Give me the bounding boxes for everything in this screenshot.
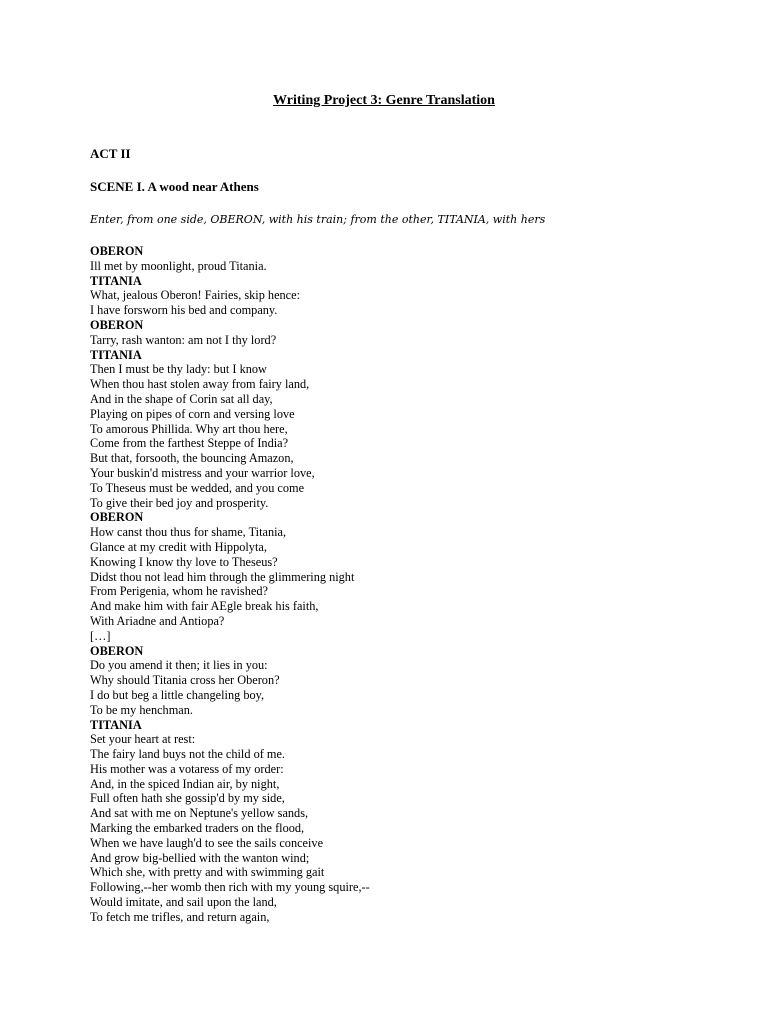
speaker-name: OBERON — [90, 244, 144, 258]
dialogue-line: Then I must be thy lady: but I know — [90, 362, 267, 377]
dialogue-line: But that, forsooth, the bouncing Amazon, — [90, 451, 294, 466]
dialogue-line: Why should Titania cross her Oberon? — [90, 673, 280, 688]
scene-heading: SCENE I. A wood near Athens — [90, 179, 259, 194]
dialogue-line: To Theseus must be wedded, and you come — [90, 480, 305, 495]
dialogue-line: To amorous Phillida. Why art thou here, — [90, 421, 288, 436]
stage-direction: Enter, from one side, OBERON, with his train; from the other, TITANIA, with hers — [90, 213, 546, 226]
script-body — [90, 244, 730, 925]
dialogue-line: What, jealous Oberon! Fairies, skip hence: — [90, 288, 301, 303]
dialogue-line: Ill met by moonlight, proud Titania. — [90, 258, 267, 273]
dialogue-line: Didst thou not lead him through the glimmering night — [90, 569, 355, 584]
document-title: Writing Project 3: Genre Translation — [273, 93, 495, 108]
dialogue-line: Which she, with pretty and with swimming gait — [90, 865, 325, 880]
speaker-name: TITANIA — [90, 347, 142, 362]
dialogue-line: The fairy land buys not the child of me. — [90, 747, 285, 762]
speaker-name: TITANIA — [90, 717, 142, 732]
dialogue-line: When we have laugh'd to see the sails conceive — [90, 835, 324, 850]
dialogue-line: When thou hast stolen away from fairy land, — [90, 377, 310, 392]
speaker-name: OBERON — [90, 317, 144, 332]
dialogue-line: With Ariadne and Antiopa? — [90, 613, 225, 628]
dialogue-line: Set your heart at rest: — [90, 732, 196, 747]
dialogue-line: And sat with me on Neptune's yellow sands, — [90, 806, 309, 821]
dialogue-line: I have forsworn his bed and company. — [90, 303, 278, 318]
dialogue-line: And, in the spiced Indian air, by night, — [90, 776, 280, 791]
dialogue-line: And grow big-bellied with the wanton wind; — [90, 850, 310, 865]
dialogue-line: To give their bed joy and prosperity. — [90, 495, 269, 510]
dialogue-line: Your buskin'd mistress and your warrior love, — [90, 465, 315, 480]
dialogue-line: His mother was a votaress of my order: — [90, 761, 284, 776]
dialogue-line: Marking the embarked traders on the flood, — [90, 821, 305, 836]
dialogue-line: To fetch me trifles, and return again, — [90, 909, 270, 924]
act-heading: ACT II — [90, 146, 131, 161]
dialogue-line: Full often hath she gossip'd by my side, — [90, 791, 285, 806]
speaker-name: OBERON — [90, 643, 144, 658]
dialogue-line: And in the shape of Corin sat all day, — [90, 391, 273, 406]
speaker-name: TITANIA — [90, 273, 142, 288]
dialogue-line: I do but beg a little changeling boy, — [90, 687, 265, 702]
dialogue-line: Following,--her womb then rich with my young squire,-- — [90, 880, 370, 895]
speaker-name: OBERON — [90, 510, 144, 525]
dialogue-line: Knowing I know thy love to Theseus? — [90, 554, 278, 569]
dialogue-line: To be my henchman. — [90, 702, 193, 717]
dialogue-line: Tarry, rash wanton: am not I thy lord? — [90, 332, 277, 347]
dialogue-line: Would imitate, and sail upon the land, — [90, 895, 277, 910]
dialogue-line: How canst thou thus for shame, Titania, — [90, 525, 287, 540]
dialogue-line: And make him with fair AEgle break his faith, — [90, 599, 319, 614]
dialogue-line: Do you amend it then; it lies in you: — [90, 658, 268, 673]
dialogue-line: Glance at my credit with Hippolyta, — [90, 539, 267, 554]
dialogue-line: From Perigenia, whom he ravished? — [90, 584, 268, 599]
dialogue-line: Playing on pipes of corn and versing love — [90, 406, 295, 421]
dialogue-line: […] — [90, 628, 111, 643]
dialogue-line: Come from the farthest Steppe of India? — [90, 436, 289, 451]
